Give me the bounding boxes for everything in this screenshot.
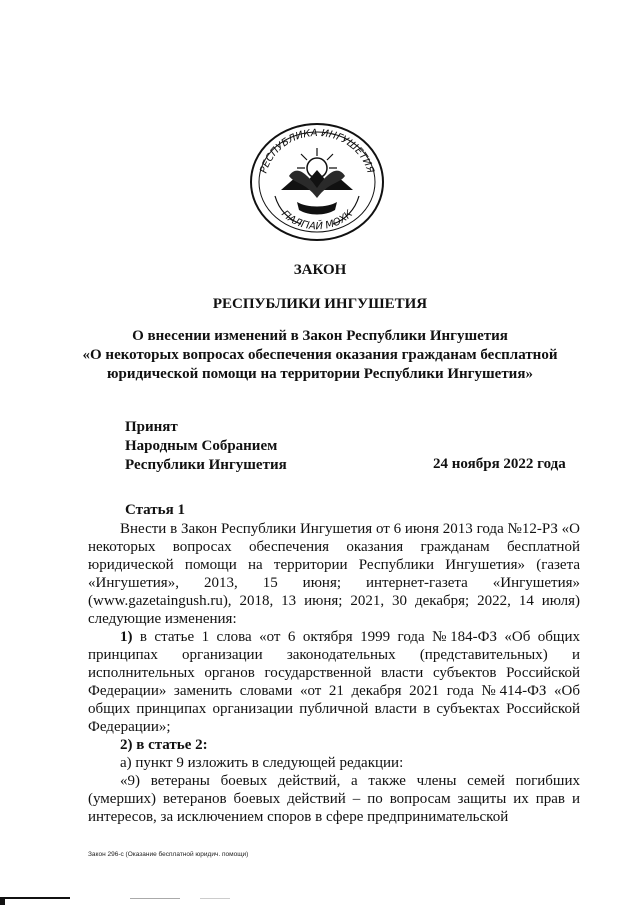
item-2a-paragraph: а) пункт 9 изложить в следующей редакции: [120,755,404,771]
article-body [88,520,580,826]
item-1-paragraph [88,628,580,736]
intro-paragraph: Внести в Закон Республики Ингушетия от 6 июня 2013 года №12-РЗ «О некоторых вопросах обеспечения оказания гражданам бесплатной юридической помощи на территории Республики Ингушетия» (газета «Ингушетия», 2013, 15 июня; интернет-газета «Ингушетия» (www.gazetaingush.ru), 2018, 13 июня; 2021, 30 декабря; 2022, 14 июля) следующие изменения: [88,521,580,627]
subtitle-line: юридической помощи на территории Республики Ингушетия» [107,366,533,382]
subtitle-line: «О некоторых вопросах обеспечения оказания гражданам бесплатной [82,347,558,363]
quoted-paragraph: «9) ветераны боевых действий, а также члены семей погибших (умерших) ветеранов боевых действий – по вопросам защиты их прав и интересов, за исключением споров в сфере предпринимательской [88,773,580,825]
accepted-line: Республики Ингушетия [125,457,287,473]
article-heading: Статья 1 [125,502,185,518]
accepted-line: Принят [125,419,178,435]
document-issuer: РЕСПУБЛИКИ ИНГУШЕТИЯ [212,296,428,312]
document-title: ЗАКОН [293,262,347,278]
document-subtitle [0,327,640,384]
item-1-number: 1) [120,629,133,645]
subtitle-line: О внесении изменений в Закон Республики Ингушетия [132,328,508,344]
accepted-block [125,418,287,475]
scan-edge-marks [0,896,640,905]
footer-note: Закон 296-с (Оказание бесплатной юридич. помощи) [88,851,249,858]
emblem-top-text: РЕСПУБЛИКА ИНГУШЕТИЯ [258,127,376,175]
adoption-date: 24 ноября 2022 года [433,456,566,472]
accepted-line: Народным Собранием [125,438,278,454]
republic-emblem-icon [245,118,390,243]
item-1-text: в статье 1 слова «от 6 октября 1999 года №184-ФЗ «Об общих принципах организации законодательных (представительных) и исполнительных органов государственной власти субъектов Российской Федерации» заменить словами «от 21 декабря 2021 года №414-ФЗ «Об общих принципах организации публичной власти в субъектах Российской Федерации»; [88,629,580,735]
emblem-bottom-text: ГIАЛГIАЙ МОХК [279,208,355,233]
item-2-heading: 2) в статье 2: [120,737,208,753]
